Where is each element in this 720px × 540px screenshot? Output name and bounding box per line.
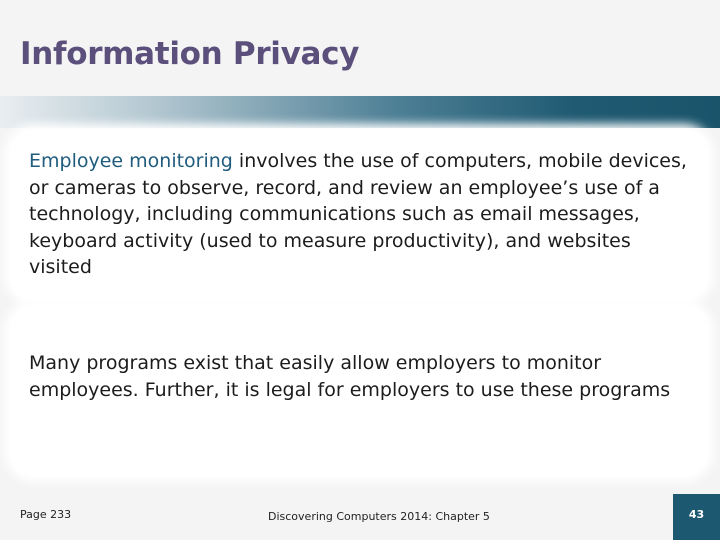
slide-title: Information Privacy (20, 36, 360, 72)
panel-2-text: Many programs exist that easily allow employers to monitor employees. Further, it is legal for employers to use these programs (29, 352, 671, 401)
panel-1-text (29, 148, 688, 281)
slide-number-box (673, 494, 720, 540)
content-panel-1 (10, 130, 708, 300)
footer-book-title: Discovering Computers 2014: Chapter 5 (268, 510, 490, 523)
content-panel-2 (10, 306, 708, 476)
footer-page-reference: Page 233 (20, 508, 72, 521)
highlighted-term: Employee monitoring (29, 150, 233, 172)
slide-number: 43 (688, 508, 705, 521)
title-band (0, 96, 720, 128)
panel-1-body: involves the use of computers, mobile devices, or cameras to observe, record, and review an employee’s use of a technology, including communications such as email messages, keyboard activity (used to measure productivity), and websites visited (29, 150, 687, 278)
